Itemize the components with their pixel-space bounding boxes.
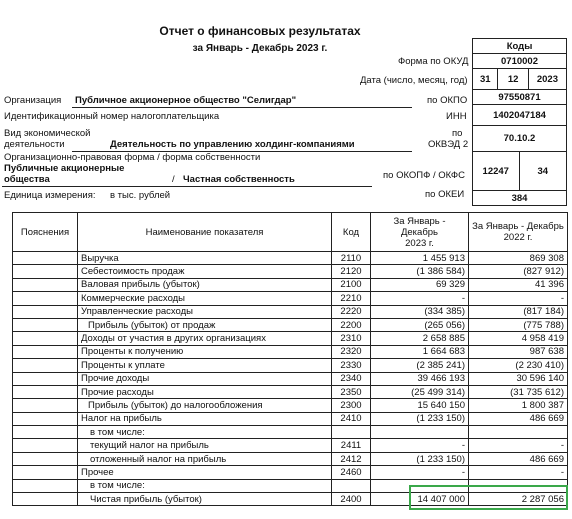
date-day: 31 xyxy=(473,69,498,89)
cell-notes xyxy=(13,252,78,265)
form-value-2: общества xyxy=(4,174,50,185)
okfs-value: 34 xyxy=(537,165,549,177)
net-profit-highlight xyxy=(409,485,568,510)
cell-current: (2 385 241) xyxy=(371,359,469,372)
okved-label-2: ОКВЭД 2 xyxy=(428,139,469,150)
codes-box xyxy=(472,38,567,206)
okved-value: 70.10.2 xyxy=(473,126,566,152)
cell-name: Коммерческие расходы xyxy=(78,292,332,305)
cell-previous: 41 396 xyxy=(469,278,568,291)
cell-code: 2300 xyxy=(332,399,371,412)
org-label: Организация xyxy=(4,95,62,106)
cell-previous: (775 788) xyxy=(469,318,568,331)
table-row xyxy=(13,385,568,398)
cell-code: 2460 xyxy=(332,466,371,479)
col-name: Наименование показателя xyxy=(78,213,332,252)
date-cells xyxy=(473,69,566,90)
cell-code: 2330 xyxy=(332,359,371,372)
cell-current: - xyxy=(371,439,469,452)
cell-name: Прочее xyxy=(78,466,332,479)
table-row xyxy=(13,466,568,479)
cell-notes xyxy=(13,426,78,439)
table-row xyxy=(13,252,568,265)
report-period: за Январь - Декабрь 2023 г. xyxy=(192,43,328,54)
table-row xyxy=(13,372,568,385)
cell-code xyxy=(332,479,371,492)
cell-current: 14 407 000 xyxy=(371,493,469,506)
cell-notes xyxy=(13,439,78,452)
cell-name: Налог на прибыль xyxy=(78,412,332,425)
cell-code: 2400 xyxy=(332,493,371,506)
codes-heading: Коды xyxy=(473,39,566,54)
cell-previous: (31 735 612) xyxy=(469,385,568,398)
cell-code: 2411 xyxy=(332,439,371,452)
cell-code: 2120 xyxy=(332,265,371,278)
cell-name: текущий налог на прибыль xyxy=(78,439,332,452)
okopf-value: 12247 xyxy=(473,152,520,190)
cell-code: 2310 xyxy=(332,332,371,345)
cell-previous: - xyxy=(469,466,568,479)
table-row xyxy=(13,265,568,278)
cell-name: в том числе: xyxy=(78,479,332,492)
table-row xyxy=(13,292,568,305)
cell-current xyxy=(371,426,469,439)
cell-current: 1 664 683 xyxy=(371,345,469,358)
cell-notes xyxy=(13,479,78,492)
report-title: Отчет о финансовых результатах xyxy=(159,24,361,38)
activity-value: Деятельность по управлению холдинг-компаниями xyxy=(110,139,355,150)
inn-value: 1402047184 xyxy=(473,105,566,126)
cell-previous: 869 308 xyxy=(469,252,568,265)
okved-label-1: по xyxy=(452,128,463,139)
cell-name: Проценты к уплате xyxy=(78,359,332,372)
cell-current: 15 640 150 xyxy=(371,399,469,412)
cell-code: 2110 xyxy=(332,252,371,265)
date-label: Дата (число, месяц, год) xyxy=(360,75,468,86)
table-row xyxy=(13,359,568,372)
cell-notes xyxy=(13,466,78,479)
cell-previous: - xyxy=(469,439,568,452)
col-current-2: 2023 г. xyxy=(405,237,434,249)
cell-previous: 486 669 xyxy=(469,412,568,425)
cell-notes xyxy=(13,332,78,345)
activity-label-2: деятельности xyxy=(4,139,65,150)
cell-name: Себестоимость продаж xyxy=(78,265,332,278)
form-label: Организационно-правовая форма / форма собственности xyxy=(4,152,261,163)
cell-previous: 30 596 140 xyxy=(469,372,568,385)
cell-name: Управленческие расходы xyxy=(78,305,332,318)
cell-code: 2100 xyxy=(332,278,371,291)
cell-previous: (817 184) xyxy=(469,305,568,318)
form-value-1: Публичные акционерные xyxy=(4,163,125,174)
cell-code xyxy=(332,426,371,439)
cell-notes xyxy=(13,278,78,291)
cell-notes xyxy=(13,318,78,331)
unit-value: в тыс. рублей xyxy=(110,190,171,201)
cell-current: 1 455 913 xyxy=(371,252,469,265)
cell-notes xyxy=(13,305,78,318)
cell-current: (1 233 150) xyxy=(371,412,469,425)
cell-notes xyxy=(13,452,78,465)
okopf-cells xyxy=(473,152,566,191)
cell-current: (1 233 150) xyxy=(371,452,469,465)
financial-results-table xyxy=(12,212,568,506)
col-previous-1: За Январь - Декабрь xyxy=(472,221,564,232)
inn-label: Идентификационный номер налогоплательщика xyxy=(4,111,220,122)
cell-notes xyxy=(13,399,78,412)
table-row xyxy=(13,305,568,318)
cell-name: Выручка xyxy=(78,252,332,265)
cell-name: Прочие расходы xyxy=(78,385,332,398)
cell-previous: 987 638 xyxy=(469,345,568,358)
cell-current: (25 499 314) xyxy=(371,385,469,398)
table-row xyxy=(13,399,568,412)
cell-code: 2410 xyxy=(332,412,371,425)
cell-name: отложенный налог на прибыль xyxy=(78,452,332,465)
cell-name: Прочие доходы xyxy=(78,372,332,385)
cell-current: - xyxy=(371,292,469,305)
activity-label-1: Вид экономической xyxy=(4,128,91,139)
table-header-row xyxy=(13,213,568,252)
cell-previous: - xyxy=(469,292,568,305)
col-code: Код xyxy=(332,213,371,252)
okpo-value: 97550871 xyxy=(473,90,566,105)
cell-code: 2200 xyxy=(332,318,371,331)
cell-code: 2412 xyxy=(332,452,371,465)
cell-current: 69 329 xyxy=(371,278,469,291)
table-row xyxy=(13,439,568,452)
cell-code: 2320 xyxy=(332,345,371,358)
table-row xyxy=(13,426,568,439)
col-notes: Пояснения xyxy=(13,213,78,252)
cell-current: (334 385) xyxy=(371,305,469,318)
cell-name: Валовая прибыль (убыток) xyxy=(78,278,332,291)
cell-name: Прибыль (убыток) до налогообложения xyxy=(78,399,332,412)
cell-current: - xyxy=(371,466,469,479)
col-current xyxy=(371,213,469,252)
cell-name: Чистая прибыль (убыток) xyxy=(78,493,332,506)
cell-notes xyxy=(13,292,78,305)
table-row xyxy=(13,278,568,291)
cell-previous: 2 287 056 xyxy=(469,493,568,506)
form-value-3: Частная собственность xyxy=(183,174,295,185)
cell-notes xyxy=(13,345,78,358)
table-row xyxy=(13,345,568,358)
cell-notes xyxy=(13,265,78,278)
cell-code: 2340 xyxy=(332,372,371,385)
col-current-1: За Январь - Декабрь xyxy=(393,215,446,238)
cell-notes xyxy=(13,359,78,372)
col-previous xyxy=(469,213,568,252)
cell-previous: (827 912) xyxy=(469,265,568,278)
inn-code-label: ИНН xyxy=(446,111,467,122)
table-row xyxy=(13,318,568,331)
okpo-label: по ОКПО xyxy=(427,95,468,106)
okei-value: 384 xyxy=(473,191,566,206)
cell-previous: 1 800 387 xyxy=(469,399,568,412)
cell-name: Проценты к получению xyxy=(78,345,332,358)
cell-current: 39 466 193 xyxy=(371,372,469,385)
table-row xyxy=(13,412,568,425)
cell-current: 2 658 885 xyxy=(371,332,469,345)
cell-code: 2220 xyxy=(332,305,371,318)
okud-label: Форма по ОКУД xyxy=(398,56,469,67)
cell-previous: (2 230 410) xyxy=(469,359,568,372)
form-sep: / xyxy=(172,174,175,185)
cell-current: (1 386 584) xyxy=(371,265,469,278)
cell-notes xyxy=(13,493,78,506)
cell-notes xyxy=(13,372,78,385)
cell-code: 2210 xyxy=(332,292,371,305)
cell-notes xyxy=(13,412,78,425)
cell-code: 2350 xyxy=(332,385,371,398)
cell-name: Доходы от участия в других организациях xyxy=(78,332,332,345)
col-previous-2: 2022 г. xyxy=(503,232,533,243)
okud-value: 0710002 xyxy=(473,54,566,69)
table-row xyxy=(13,452,568,465)
cell-name: Прибыль (убыток) от продаж xyxy=(78,318,332,331)
cell-current: (265 056) xyxy=(371,318,469,331)
okopf-label: по ОКОПФ / ОКФС xyxy=(383,170,465,181)
date-month: 12 xyxy=(498,69,528,89)
org-value: Публичное акционерное общество "Селигдар" xyxy=(75,95,297,106)
cell-previous xyxy=(469,426,568,439)
cell-previous: 4 958 419 xyxy=(469,332,568,345)
unit-label: Единица измерения: xyxy=(4,190,96,201)
date-year: 2023 xyxy=(536,73,558,85)
cell-notes xyxy=(13,385,78,398)
cell-previous: 486 669 xyxy=(469,452,568,465)
okei-label: по ОКЕИ xyxy=(425,189,465,200)
table-row xyxy=(13,332,568,345)
cell-name: в том числе: xyxy=(78,426,332,439)
